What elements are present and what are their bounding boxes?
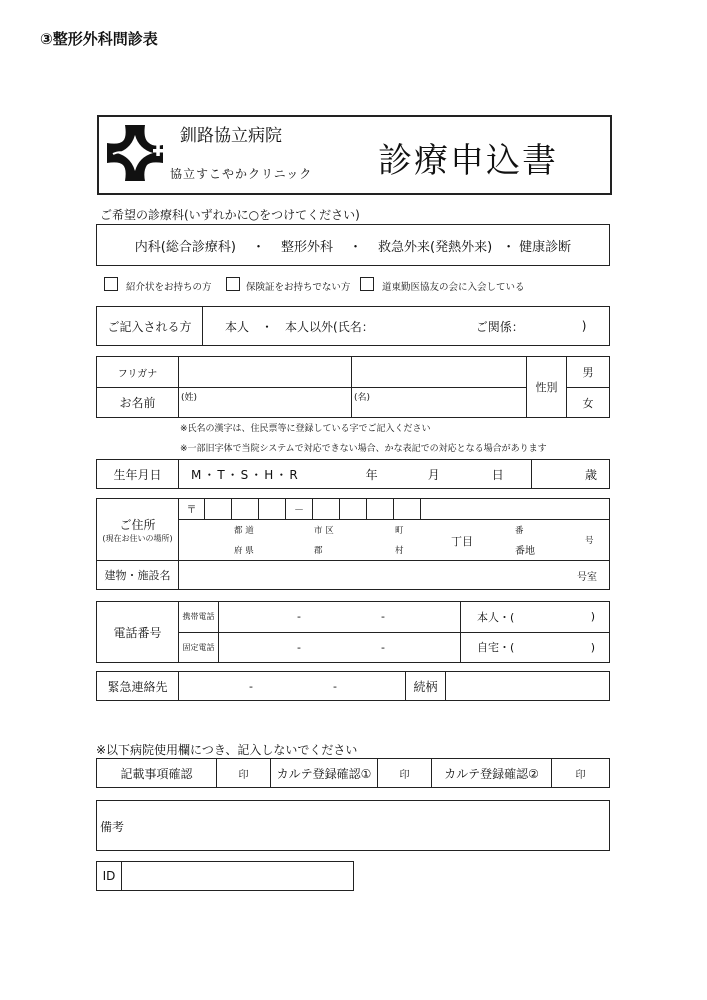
dash: - — [332, 679, 337, 693]
landline-label: 固定電話 — [179, 632, 219, 663]
postal-dash: － — [286, 499, 313, 520]
go: 号 — [585, 535, 594, 546]
name-note-1: ※氏名の漢字は、住民票等に登録している字でご記入ください — [180, 424, 431, 434]
sex-option-male[interactable]: 男 — [567, 357, 610, 388]
postal-digit-6[interactable] — [367, 499, 394, 520]
furigana-label: フリガナ — [97, 357, 179, 388]
postal-mark: 〒 — [179, 499, 205, 520]
mobile-number-field[interactable] — [219, 602, 461, 633]
town-top: 町 — [395, 525, 404, 536]
mobile-owner-field[interactable] — [461, 602, 610, 633]
relation-label: 続柄 — [406, 672, 446, 701]
paren-close: ) — [581, 319, 587, 333]
checkbox-no-insurance-label: 保険証をお持ちでない方 — [246, 282, 351, 293]
emergency-number-field[interactable] — [179, 672, 406, 701]
dept-option-internal[interactable]: 内科(総合診療科) — [134, 239, 236, 255]
ban-top: 番 — [515, 525, 524, 536]
pref-bottom: 府 県 — [234, 545, 254, 556]
birth-date-field[interactable] — [179, 460, 532, 489]
checkbox-no-insurance[interactable] — [226, 277, 240, 291]
sex-option-female[interactable]: 女 — [567, 388, 610, 418]
stamp-3: 印 — [552, 759, 610, 788]
postal-digit-3[interactable] — [259, 499, 286, 520]
id-table — [96, 861, 354, 891]
town-bottom: 村 — [395, 545, 404, 556]
dash: - — [380, 640, 385, 654]
filler-relation: ご関係： — [475, 319, 524, 334]
landline-owner: 自宅・( — [477, 641, 515, 655]
phone-label: 電話番号 — [97, 602, 179, 663]
postal-extra — [421, 499, 610, 520]
ban-bottom: 番地 — [515, 545, 535, 557]
check-label-3: カルテ登録確認② — [432, 759, 552, 788]
check-label-2: カルテ登録確認① — [271, 759, 378, 788]
mobile-owner: 本人・( — [477, 610, 515, 624]
dash: - — [297, 610, 301, 624]
address-label: ご住所 — [119, 517, 156, 532]
separator: ・ — [348, 239, 362, 255]
paren-close: ) — [590, 610, 595, 624]
month-unit: 月 — [427, 467, 440, 482]
dept-option-orthopedics[interactable]: 整形外科 — [280, 239, 333, 255]
relation-field[interactable] — [446, 672, 610, 701]
dash: - — [297, 640, 301, 654]
postal-digit-4[interactable] — [313, 499, 340, 520]
age-field[interactable]: 歳 — [532, 460, 610, 489]
postal-digit-7[interactable] — [394, 499, 421, 520]
day-unit: 日 — [491, 467, 504, 482]
document-title: ③整形外科問診表 — [40, 30, 158, 48]
filler-table — [96, 306, 610, 346]
furigana-surname-field[interactable] — [179, 357, 352, 388]
dash: - — [380, 610, 385, 624]
building-label: 建物・施設名 — [97, 561, 179, 590]
address-label-cell — [97, 499, 179, 561]
surname-hint: (姓) — [181, 393, 198, 403]
city-bottom: 郡 — [314, 545, 323, 556]
id-label: ID — [97, 862, 122, 891]
checkbox-member-label: 道東勤医協友の会に入会している — [382, 282, 525, 293]
landline-owner-field[interactable] — [461, 632, 610, 663]
remarks-label: 備考 — [100, 820, 125, 834]
department-instruction: ご希望の診療科(いずれかに○をつけてください) — [100, 208, 360, 222]
address-table — [96, 498, 610, 590]
mobile-label: 携帯電話 — [179, 602, 219, 633]
hospital-name: 釧路協立病院 — [180, 126, 282, 146]
paren-close: ) — [590, 640, 595, 654]
stamp-1: 印 — [217, 759, 271, 788]
emergency-table — [96, 671, 610, 701]
dash: - — [249, 679, 253, 693]
postal-digit-1[interactable] — [205, 499, 232, 520]
hospital-cross-logo-icon — [103, 121, 167, 185]
birth-label: 生年月日 — [97, 460, 179, 489]
form-title: 診療申込書 — [378, 141, 558, 181]
checkbox-referral[interactable] — [104, 277, 118, 291]
postal-digit-5[interactable] — [340, 499, 367, 520]
clinic-name: 協立すこやかクリニック — [170, 167, 313, 181]
postal-digit-2[interactable] — [232, 499, 259, 520]
name-label: お名前 — [97, 388, 179, 418]
birth-table — [96, 459, 610, 489]
name-note-2: ※一部旧字体で当院システムで対応できない場合、かな表記での対応となる場合があります — [180, 444, 547, 454]
check-label-1: 記載事項確認 — [97, 759, 217, 788]
filler-self[interactable]: 本人 — [225, 319, 250, 334]
checkbox-member[interactable] — [360, 277, 374, 291]
sex-label: 性別 — [527, 357, 567, 418]
separator: ・ — [251, 239, 265, 255]
building-field[interactable]: 号室 — [179, 561, 610, 590]
dept-option-emergency[interactable]: 救急外来(発熱外来) — [378, 239, 493, 255]
hospital-use-notice: ※以下病院使用欄につき、記入しないでください — [96, 743, 358, 757]
given-name-hint: (名) — [354, 393, 371, 403]
hospital-check-table — [96, 758, 610, 788]
emergency-label: 緊急連絡先 — [97, 672, 179, 701]
separator: ・ — [261, 319, 274, 334]
dept-option-checkup[interactable]: 健康診断 — [519, 239, 572, 255]
city-top: 市 区 — [314, 525, 334, 536]
remarks-box — [96, 800, 610, 851]
chome: 丁目 — [451, 534, 473, 548]
landline-number-field[interactable] — [219, 632, 461, 663]
surname-field[interactable] — [179, 388, 352, 418]
separator: ・ — [502, 239, 516, 255]
filler-field[interactable] — [203, 307, 610, 346]
pref-top: 都 道 — [234, 525, 254, 536]
furigana-given-field[interactable] — [352, 357, 527, 388]
filler-label: ご記入される方 — [97, 307, 203, 346]
given-name-field[interactable] — [352, 388, 527, 418]
id-field — [122, 862, 354, 891]
name-table — [96, 356, 610, 418]
phone-table — [96, 601, 610, 663]
filler-other[interactable]: 本人以外(氏名： — [285, 319, 374, 334]
year-unit: 年 — [365, 467, 378, 482]
department-options — [96, 224, 610, 266]
address-field[interactable] — [179, 519, 610, 560]
stamp-2: 印 — [378, 759, 432, 788]
address-sublabel: (現在お住いの場所) — [102, 533, 173, 543]
era-options[interactable]: M・T・S・H・R — [191, 467, 300, 482]
checkbox-referral-label: 紹介状をお持ちの方 — [126, 282, 212, 293]
